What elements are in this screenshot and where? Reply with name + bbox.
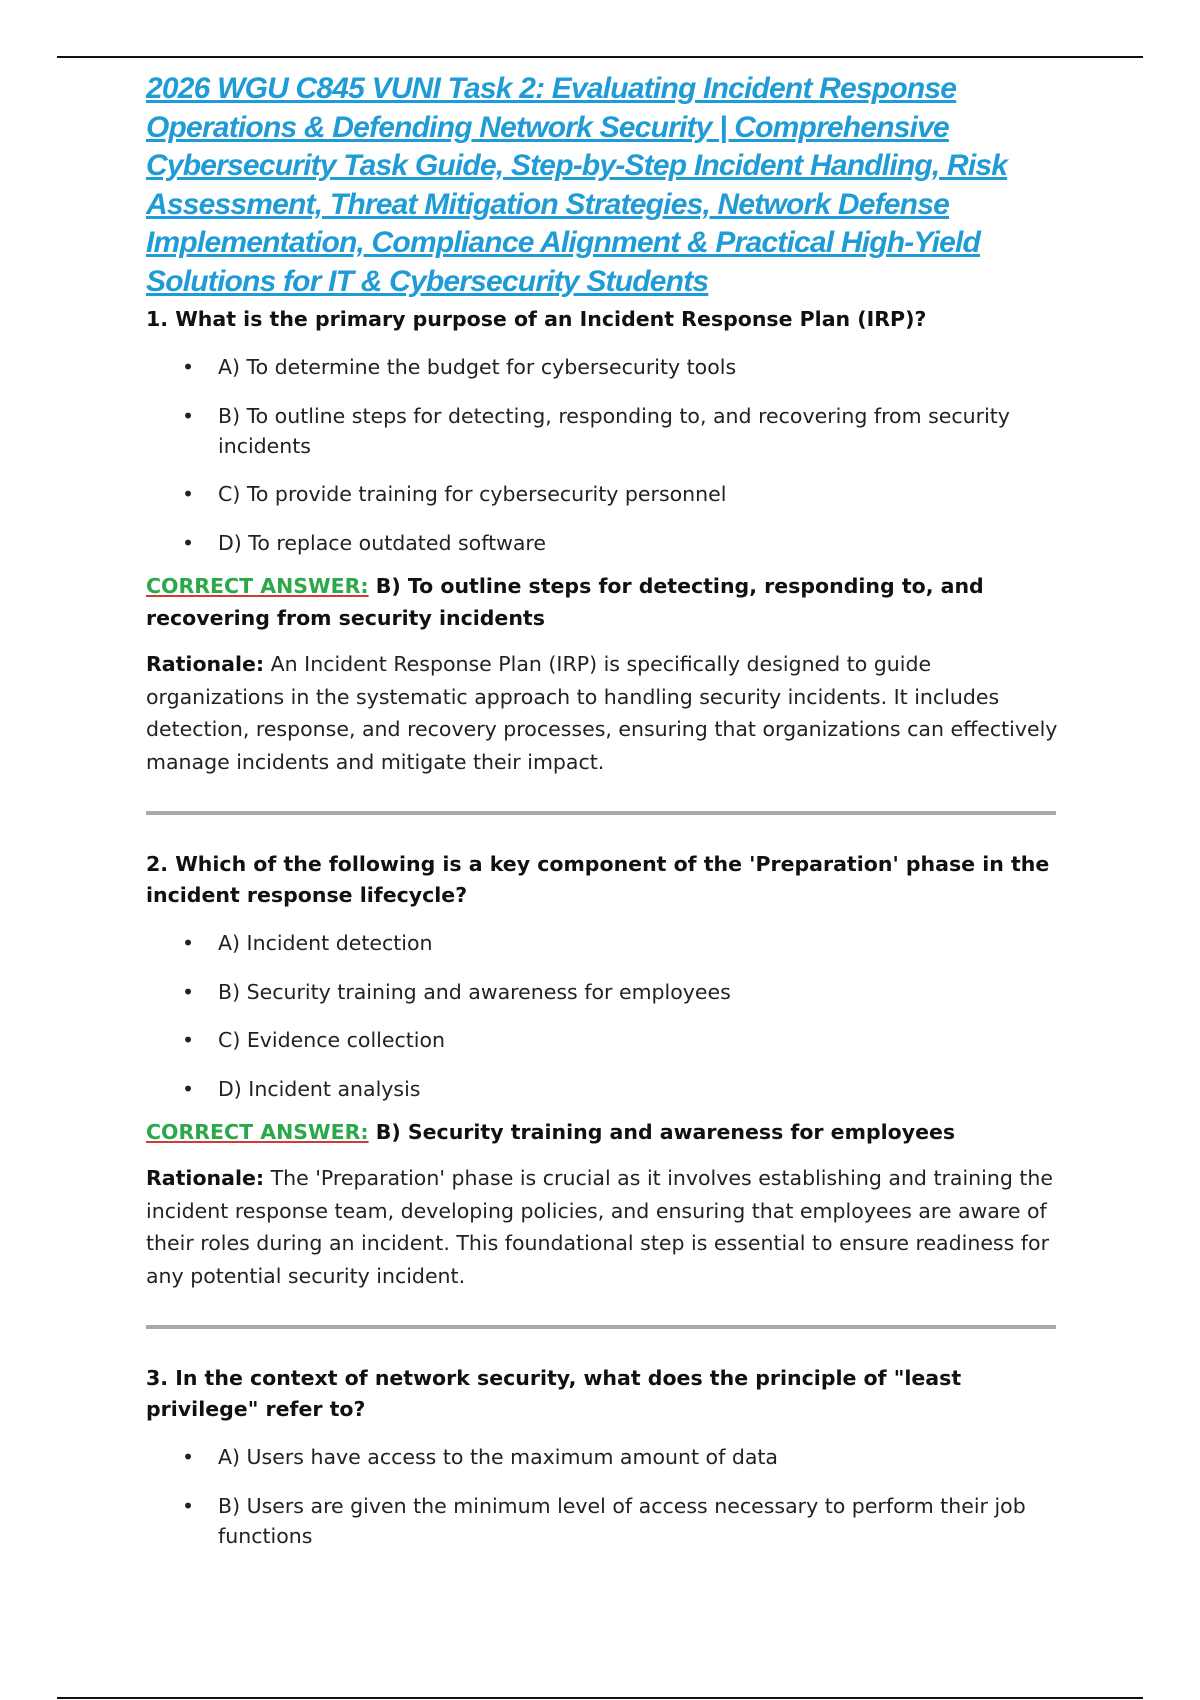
option-item xyxy=(146,1442,1066,1472)
correct-answer-label: CORRECT ANSWER: xyxy=(146,574,369,598)
bullet-icon: • xyxy=(182,530,195,555)
bottom-rule xyxy=(57,1697,1143,1699)
bullet-icon: • xyxy=(182,403,195,428)
options-list xyxy=(146,928,1066,1104)
rationale-text: The 'Preparation' phase is crucial as it involves establishing and training the incident response team, developing policies, and ensuring that employees are aware of their roles during an incident. This foundational step is essential to ensure readiness for any potential security incident. xyxy=(146,1166,1054,1288)
correct-answer-label: CORRECT ANSWER: xyxy=(146,1120,369,1144)
option-item xyxy=(146,528,1066,558)
option-text: A) Incident detection xyxy=(218,931,433,955)
correct-answer-text: B) To outline steps for detecting, responding to, and recovering from security incidents xyxy=(146,574,984,630)
option-text: B) To outline steps for detecting, responding to, and recovering from security incidents xyxy=(218,403,1010,458)
option-text: D) To replace outdated software xyxy=(218,530,547,555)
document-title-link[interactable]: 2026 WGU C845 VUNI Task 2: Evaluating Incident Response Operations & Defending Network Security | Comprehensive Cybersecurity Task Guide, Step-by-Step Incident Handling, Risk Assessment, Threat Mitigation Strategies, Network Defense Implementation, Compliance Alignment & Practical High-Yield Solutions for IT & Cybersecurity Students xyxy=(146,72,1008,298)
bullet-icon: • xyxy=(182,1445,195,1469)
rationale-text: An Incident Response Plan (IRP) is specifically designed to guide organizations in the systematic approach to handling security incidents. It includes detection, response, and recovery processes, ensuring that organizations can effectively manage incidents and mitigate their impact. xyxy=(146,652,1058,774)
option-item xyxy=(146,479,1066,509)
rationale xyxy=(146,648,1066,778)
option-item xyxy=(146,352,1066,382)
option-item xyxy=(146,928,1066,958)
option-item xyxy=(146,401,1066,461)
option-text: B) Users are given the minimum level of access necessary to perform their job functions xyxy=(218,1493,1026,1548)
option-text: C) Evidence collection xyxy=(218,1028,445,1052)
option-item xyxy=(146,1074,1066,1104)
option-item xyxy=(146,1491,1066,1551)
question-block-3 xyxy=(146,1363,1066,1551)
question-text: 2. Which of the following is a key component of the 'Preparation' phase in the incident response lifecycle? xyxy=(146,852,1050,907)
bullet-icon: • xyxy=(182,482,195,506)
section-divider xyxy=(146,1325,1056,1329)
correct-answer xyxy=(146,1116,1066,1148)
options-list xyxy=(146,1442,1066,1551)
correct-answer-text: B) Security training and awareness for employees xyxy=(375,1120,956,1144)
option-text: B) Security training and awareness for employees xyxy=(218,979,731,1004)
bullet-icon: • xyxy=(182,931,195,955)
option-item xyxy=(146,977,1066,1007)
question-block-1 xyxy=(146,304,1066,778)
option-text: A) Users have access to the maximum amount of data xyxy=(218,1445,778,1469)
bullet-icon: • xyxy=(182,355,195,379)
question-block-2 xyxy=(146,849,1066,1292)
option-item xyxy=(146,1025,1066,1055)
bullet-icon: • xyxy=(182,1076,195,1101)
section-divider xyxy=(146,811,1056,815)
option-text: C) To provide training for cybersecurity personnel xyxy=(218,482,727,506)
rationale-label: Rationale: xyxy=(146,1166,265,1190)
correct-answer xyxy=(146,570,1066,634)
top-rule xyxy=(57,56,1143,58)
question-text: 3. In the context of network security, what does the principle of "least privilege" refer to? xyxy=(146,1366,962,1421)
bullet-icon: • xyxy=(182,979,195,1004)
rationale-label: Rationale: xyxy=(146,652,265,676)
document-body xyxy=(146,70,1066,1569)
option-text: D) Incident analysis xyxy=(218,1076,421,1101)
bullet-icon: • xyxy=(182,1493,195,1518)
option-text: A) To determine the budget for cybersecurity tools xyxy=(218,355,737,379)
question-text: 1. What is the primary purpose of an Incident Response Plan (IRP)? xyxy=(146,307,927,331)
rationale xyxy=(146,1162,1066,1292)
bullet-icon: • xyxy=(182,1028,195,1052)
options-list xyxy=(146,352,1066,558)
